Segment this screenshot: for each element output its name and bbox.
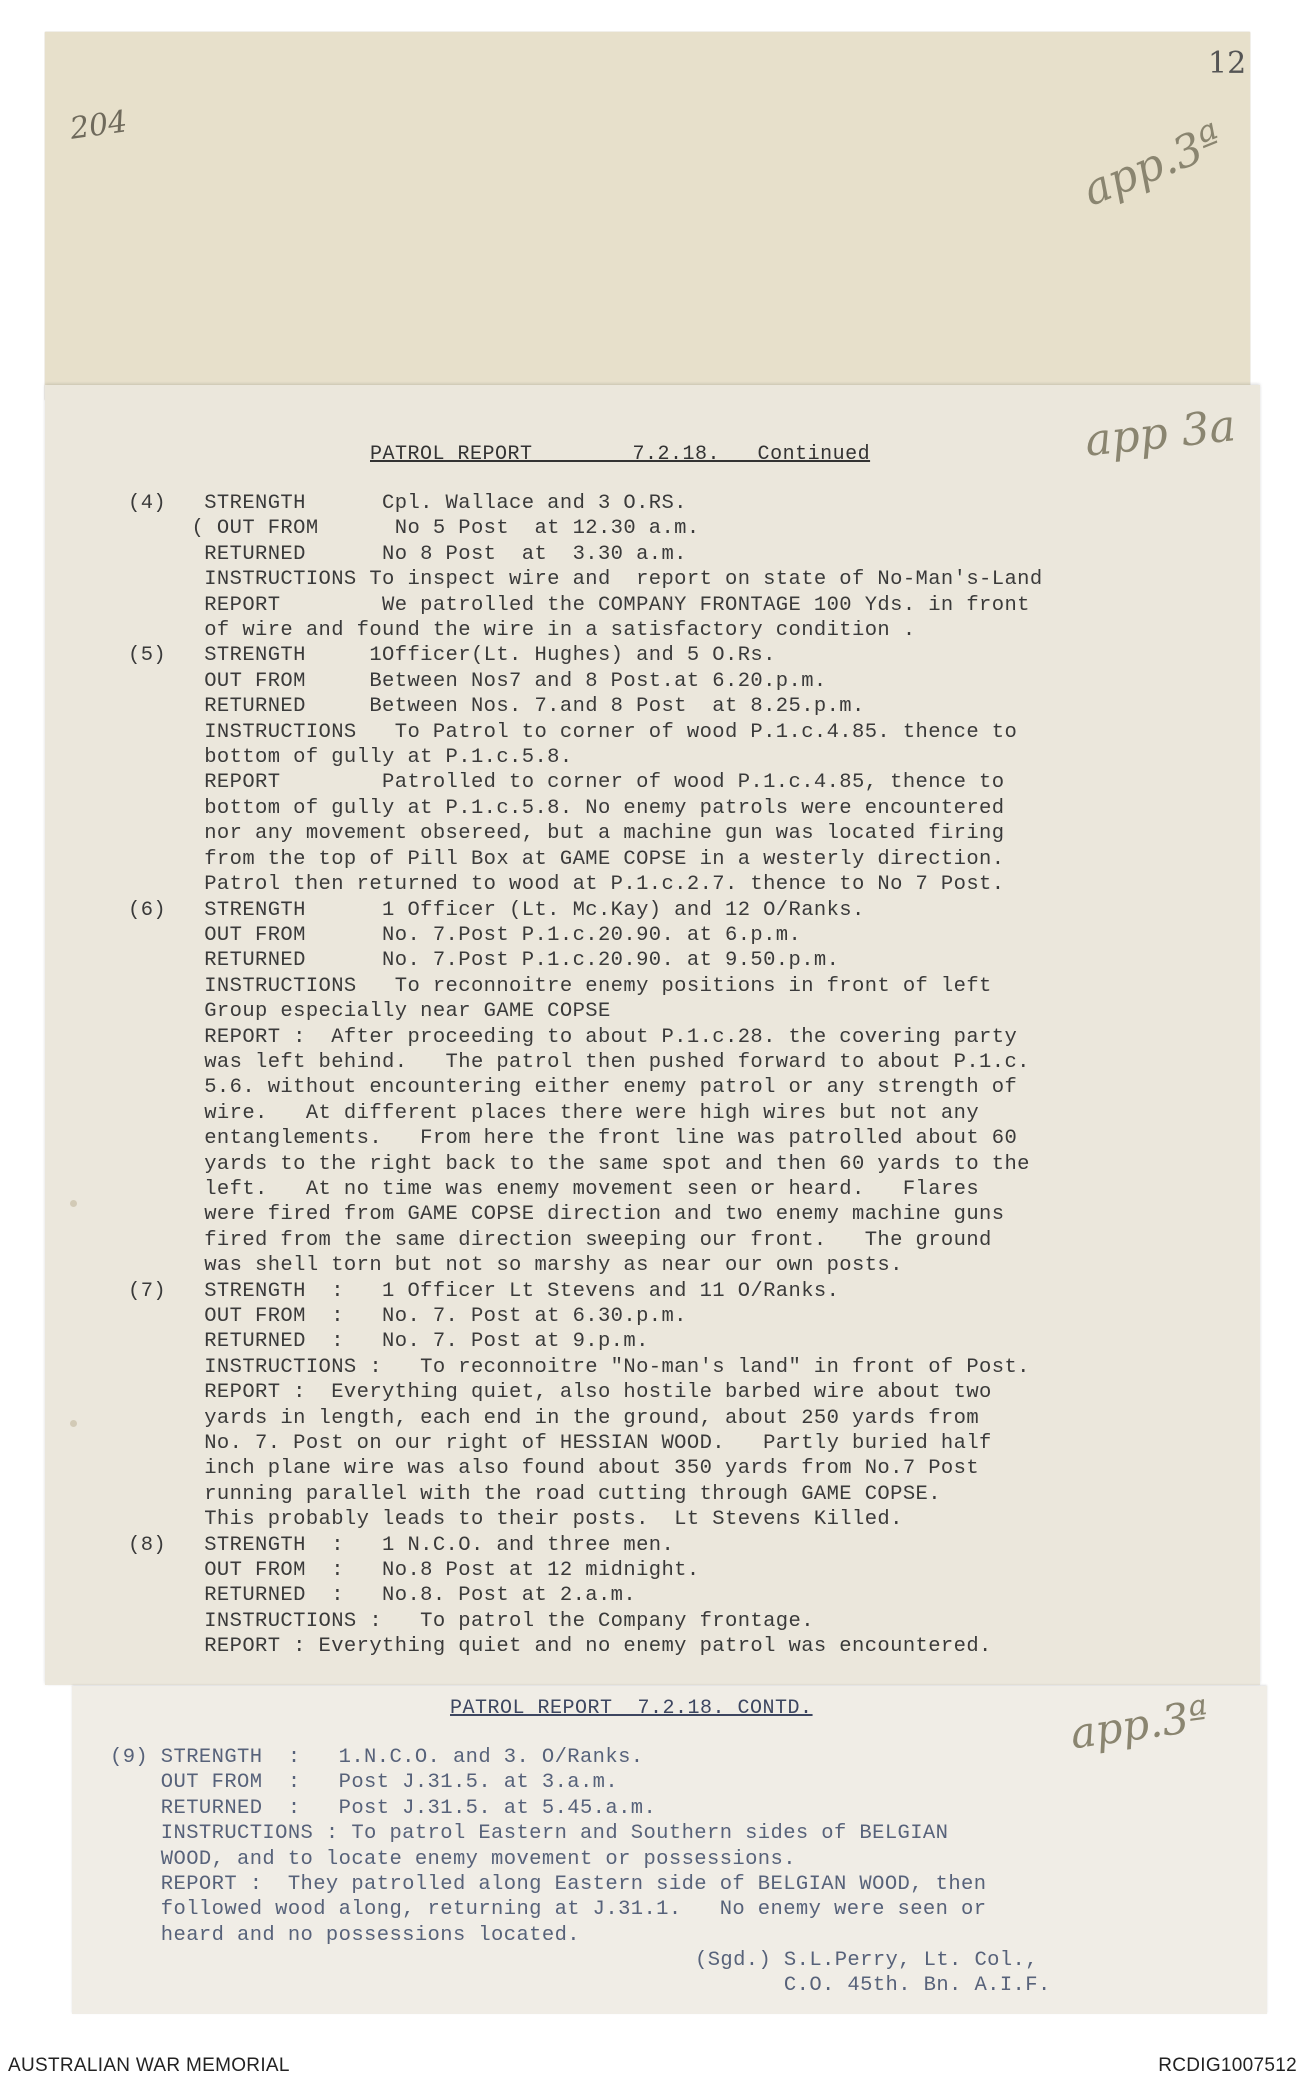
signature-line: C.O. 45th. Bn. A.I.F. <box>695 1974 1051 1998</box>
report-line: (4) STRENGTH Cpl. Wallace and 3 O.RS. <box>128 492 687 515</box>
report-line: OUT FROM No. 7.Post P.1.c.20.90. at 6.p.m. <box>128 923 802 947</box>
report-line: REPORT : After proceeding to about P.1.c.28. the covering party <box>128 1025 1018 1049</box>
report-line: inch plane wire was also found about 350 yards from No.7 Post <box>128 1457 980 1481</box>
report-line: 5.6. without encountering either enemy patrol or any strength of <box>128 1076 1018 1100</box>
report-line: fired from the same direction sweeping our front. The ground <box>128 1228 992 1252</box>
appendix-annotation-top: app.3ª <box>1075 114 1230 217</box>
report-line: INSTRUCTIONS To Patrol to corner of wood P.1.c.4.85. thence to <box>128 720 1018 744</box>
top-sheet <box>45 32 1250 400</box>
appendix-annotation-bottom: app.3ª <box>1067 1690 1212 1759</box>
signature-block <box>695 1948 1051 1999</box>
report-line: (5) STRENGTH 1Officer(Lt. Hughes) and 5 O.Rs. <box>128 644 776 668</box>
report-line: INSTRUCTIONS : To patrol the Company frontage. <box>128 1609 814 1633</box>
report-line: was shell torn but not so marshy as near our own posts. <box>128 1254 903 1278</box>
main-report-body <box>128 491 1043 1660</box>
report-line: bottom of gully at P.1.c.5.8. <box>128 746 573 770</box>
report-line: (8) STRENGTH : 1 N.C.O. and three men. <box>128 1533 675 1557</box>
report-line: OUT FROM : No. 7. Post at 6.30.p.m. <box>128 1305 687 1328</box>
report-line: Patrol then returned to wood at P.1.c.2.7. thence to No 7 Post. <box>128 873 1005 897</box>
signature-line: (Sgd.) S.L.Perry, Lt. Col., <box>695 1949 1038 1972</box>
report-line: entanglements. From here the front line was patrolled about 60 <box>128 1127 1018 1151</box>
continuation-line: RETURNED : Post J.31.5. at 5.45.a.m. <box>110 1796 657 1820</box>
report-line: (6) STRENGTH 1 Officer (Lt. Mc.Kay) and 12 O/Ranks. <box>128 898 865 922</box>
report-line: INSTRUCTIONS To reconnoitre enemy positions in front of left <box>128 974 992 998</box>
report-line: running parallel with the road cutting through GAME COPSE. <box>128 1482 941 1506</box>
report-line: RETURNED : No.8. Post at 2.a.m. <box>128 1584 637 1608</box>
report-line: This probably leads to their posts. Lt Stevens Killed. <box>128 1508 903 1532</box>
report-line: bottom of gully at P.1.c.5.8. No enemy patrols were encountered <box>128 796 1005 820</box>
report-line: Group especially near GAME COPSE <box>128 1000 611 1024</box>
main-report-title: PATROL REPORT 7.2.18. Continued <box>370 443 871 466</box>
continuation-line: INSTRUCTIONS : To patrol Eastern and Southern sides of BELGIAN <box>110 1822 949 1846</box>
continuation-line: OUT FROM : Post J.31.5. at 3.a.m. <box>110 1771 619 1795</box>
punch-hole <box>70 1200 77 1207</box>
report-line: from the top of Pill Box at GAME COPSE in a westerly direction. <box>128 847 1005 871</box>
report-line: (7) STRENGTH : 1 Officer Lt Stevens and 11 O/Ranks. <box>128 1279 840 1303</box>
report-line: yards in length, each end in the ground, about 250 yards from <box>128 1406 980 1430</box>
report-line: yards to the right back to the same spot and then 60 yards to the <box>128 1152 1030 1176</box>
report-line: RETURNED No. 7.Post P.1.c.20.90. at 9.50.p.m. <box>128 949 840 973</box>
report-line: RETURNED Between Nos. 7.and 8 Post at 8.25.p.m. <box>128 695 865 719</box>
continuation-report-title: PATROL REPORT 7.2.18. CONTD. <box>450 1697 813 1720</box>
report-line: REPORT We patrolled the COMPANY FRONTAGE 100 Yds. in front <box>128 593 1030 617</box>
appendix-annotation-main: app 3a <box>1082 400 1239 467</box>
continuation-line: heard and no possessions located. <box>110 1923 580 1947</box>
footer-institution: AUSTRALIAN WAR MEMORIAL <box>8 2055 290 2076</box>
report-line: OUT FROM : No.8 Post at 12 midnight. <box>128 1559 700 1583</box>
folio-number: 204 <box>67 104 130 147</box>
report-line: left. At no time was enemy movement seen or heard. Flares <box>128 1177 980 1201</box>
report-line: RETURNED No 8 Post at 3.30 a.m. <box>128 542 687 566</box>
report-line: INSTRUCTIONS To inspect wire and report on state of No-Man's-Land <box>128 568 1043 592</box>
report-line: REPORT Patrolled to corner of wood P.1.c.4.85, thence to <box>128 771 1005 795</box>
report-line: were fired from GAME COPSE direction and two enemy machine guns <box>128 1203 1005 1227</box>
report-line: nor any movement obsereed, but a machine gun was located firing <box>128 822 1005 846</box>
punch-hole <box>70 1420 77 1427</box>
continuation-line: REPORT : They patrolled along Eastern side of BELGIAN WOOD, then <box>110 1873 987 1897</box>
report-line: of wire and found the wire in a satisfactory condition . <box>128 619 916 643</box>
report-line: RETURNED : No. 7. Post at 9.p.m. <box>128 1330 649 1354</box>
report-line: No. 7. Post on our right of HESSIAN WOOD. Partly buried half <box>128 1432 992 1456</box>
footer-reference: RCDIG1007512 <box>1158 2055 1297 2076</box>
report-line: was left behind. The patrol then pushed forward to about P.1.c. <box>128 1050 1030 1074</box>
report-line: INSTRUCTIONS : To reconnoitre "No-man's land" in front of Post. <box>128 1355 1030 1379</box>
report-line: REPORT : Everything quiet, also hostile barbed wire about two <box>128 1381 992 1405</box>
continuation-line: WOOD, and to locate enemy movement or possessions. <box>110 1847 796 1871</box>
report-line: wire. At different places there were high wires but not any <box>128 1101 980 1125</box>
continuation-report-body <box>110 1745 986 1948</box>
report-line: OUT FROM Between Nos7 and 8 Post.at 6.20.p.m. <box>128 669 827 693</box>
report-line: ( OUT FROM No 5 Post at 12.30 a.m. <box>128 517 700 541</box>
continuation-line: (9) STRENGTH : 1.N.C.O. and 3. O/Ranks. <box>110 1746 644 1769</box>
page-number: 12 <box>1208 46 1247 81</box>
report-line: REPORT : Everything quiet and no enemy patrol was encountered. <box>128 1635 992 1659</box>
continuation-line: followed wood along, returning at J.31.1. No enemy were seen or <box>110 1898 987 1922</box>
